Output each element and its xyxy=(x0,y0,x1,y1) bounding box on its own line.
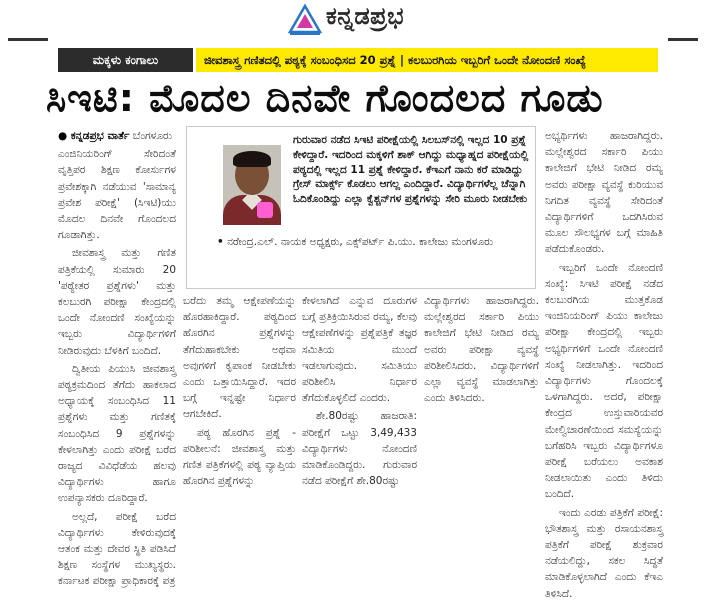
paragraph: ಅಲ್ಲದೆ, ಪರೀಕ್ಷೆ ಬರೆದ ವಿದ್ಯಾರ್ಥಿಗಳು ಕೇಳಿರುವುದಕ್ಕೆ ಆತಂಕ ಮತ್ತು ದೇವರ ಸ್ಥಿತಿ ಪಡಿಸಿದೆ ಶಿಕ್ಷಣ ಸಂಸ್ಥೆಗಳ ಮುಖ್ಯಸ್ಥರು. ಕರ್ನಾಟಕ ಪರೀಕ್ಷಾ ಪ್ರಾಧಿಕಾರಕ್ಕೆ ಪತ್ರ xyxy=(58,510,176,588)
paragraph: ಅಭ್ಯರ್ಥಿಗಳು ಹಾಜರಾಗಿದ್ದರು. ಮಲ್ಲೇಶ್ವರದ ಸರ್ಕಾರಿ ಪಿಯು ಕಾಲೇಜಿಗೆ ಭೇಟಿ ನೀಡಿದ ರಮ್ಯ ಅವರು ಪರೀಕ್ಷಾ ವ್ಯವಸ್ಥೆ ಕುರಿಯುವ ನಿಗದಿತ ವ್ಯವಸ್ಥೆ ಸೇರಿದಂತೆ ವಿದ್ಯಾರ್ಥಿಗಳಿಗೆ ಒದಗಿಸಿರುವ ಮೂಲ ಸೌಲಭ್ಯಗಳ ಬಗ್ಗೆ ಮಾಹಿತಿ ಪಡೆದುಕೊಂಡರು. xyxy=(545,130,663,256)
paragraph: ಕೇಳಲಾಗಿದೆ ಎನ್ನುವ ದೂರುಗಳ ಬಗ್ಗೆ ಪ್ರತಿಕ್ರಿಯಿಸಿರುವ ರಮ್ಯ, ಕೆಲವು ಆಕ್ಷೇಪಣೆಗಳನ್ನು ಪ್ರಶ್ನೆಪತ್ರಿಕೆ ತಜ್ಞರ ಸಮಿತಿಯ ಮುಂದೆ ಇಡಲಾಗುವುದು. ಸಮಿತಿಯು ಪರಿಶೀಲಿಸಿ ನಿರ್ಧಾರ ತೆಗೆದುಕೊಳ್ಳಲಿದೆ ಎಂದರು. xyxy=(302,295,417,405)
masthead xyxy=(0,0,706,44)
paragraph: ಪಠ್ಯ ಹೊರಗಿನ ಪ್ರಶ್ನೆ - ಪರಿಶೀಲನೆ: ಜೀವಶಾಸ್ತ್ರ ಮತ್ತು ಗಣಿತ ಪತ್ರಿಕೆಗಳಲ್ಲಿ ಪಠ್ಯ ವ್ಯಾಪ್ತಿಯ ಹೊರಗಿನ ಪ್ರಶ್ನೆಗಳನ್ನು xyxy=(183,426,296,488)
masthead-logo-text: ಕನ್ನಡಪ್ರಭ xyxy=(326,2,405,30)
article-column-2 xyxy=(183,293,296,488)
pullquote-caption xyxy=(217,235,529,249)
kannada-prabha-logo-icon xyxy=(288,4,322,36)
article-column-4 xyxy=(424,293,539,405)
pullquote-box xyxy=(186,126,536,289)
caption-bullet: • xyxy=(217,236,224,248)
ticker-strap: ಜೀವಶಾಸ್ತ್ರ ಗಣಿತದಲ್ಲಿ ಪಠ್ಯಕ್ಕೆ ಸಂಬಂಧಿಸದ 20 ಪ್ರಶ್ನೆ | ಕಲಬುರಗಿಯ ಇಬ್ಬರಿಗೆ ಒಂದೇ ನೋಂದಣಿ ಸಂಖ್ಯೆ xyxy=(196,48,658,72)
article-column-3 xyxy=(302,293,417,488)
paragraph: ಜೀವಶಾಸ್ತ್ರ ಮತ್ತು ಗಣಿತ ಪತ್ರಿಕೆಯಲ್ಲಿ ಸುಮಾರು 20 'ಪಠ್ಯೇತರ ಪ್ರಶ್ನೆಗಳು' ಮತ್ತು ಕಲಬುರಗಿ ಪರೀಕ್ಷಾ ಕೇಂದ್ರದಲ್ಲಿ ಒಂದೇ ನೋಂದಣಿ ಸಂಖ್ಯೆಯನ್ನು ಇಬ್ಬರು ವಿದ್ಯಾರ್ಥಿಗಳಿಗೆ ನೀಡಿರುವುದು ಬೆಳಕಿಗೆ ಬಂದಿದೆ. xyxy=(58,247,176,357)
masthead-rule-right xyxy=(668,38,698,41)
paragraph: ಎಂಜಿನಿಯರಿಂಗ್ ಸೇರಿದಂತೆ ವೃತ್ತಿಪರ ಶಿಕ್ಷಣ ಕೋರ್ಸುಗಳ ಪ್ರವೇಶಕ್ಕಾಗಿ ನಡೆಯುವ 'ಸಾಮಾನ್ಯ ಪ್ರವೇಶ ಪರೀಕ್ಷೆ' (ಸಿಇಟಿ)ಯು ಮೊದಲ ದಿನವೇ ಗೊಂದಲದ ಗೂಡಾಗಿತ್ತು. xyxy=(58,148,176,242)
pullquote-text: ಗುರುವಾರ ನಡೆದ ಸಿಇಟಿ ಪರೀಕ್ಷೆಯಲ್ಲಿ ಸಿಲಬಸ್‌ನಲ್ಲಿ ಇಲ್ಲದ 10 ಪ್ರಶ್ನೆ ಕೇಳಿದ್ದಾರೆ. ಇದರಿಂದ ಮಕ್ಕಳಿಗೆ ಶಾಕ್ ಆಗಿದ್ದು ಮಧ್ಯಾಹ್ನದ ಪರೀಕ್ಷೆಯಲ್ಲಿ ಪಠ್ಯದಲ್ಲಿ ಇಲ್ಲದ 11 ಪ್ರಶ್ನೆ ಕೇಳಿದ್ದಾರೆ. ಕೆಇಎಗೆ ನಾನು ಕರೆ ಮಾಡಿದ್ದು ಗ್ರೇಸ್ ಮಾರ್ಕ್ಸ್ ಕೊಡಲು ಆಗಲ್ಲ ಎಂದಿದ್ದಾರೆ. ವಿದ್ಯಾರ್ಥಿಗಳೆಲ್ಲ ಚೆನ್ನಾಗಿ ಓದಿಕೊಂಡಿದ್ದು ಎಲ್ಲಾ ಕ್ವೆಶ್ಚನ್‌ಗಳ ಪ್ರಶ್ನೆಗಳನ್ನು ಸೇರಿ ಮೂರು ನೀಡಬೇಕು xyxy=(293,134,529,206)
paragraph: ಬರೆದು ತಮ್ಮ ಆಕ್ಷೇಪಣೆಯನ್ನು ಹೊರಹಾಕಿದ್ದಾರೆ. ಪಠ್ಯದಿಂದ ಹೊರಗಿನ ಪ್ರಶ್ನೆಗಳನ್ನು ತೆಗೆದುಹಾಕಬೇಕು ಅಥವಾ ಅವುಗಳಿಗೆ ಕೃಪಾಂಕ ನೀಡಬೇಕು ಎಂದು ಒತ್ತಾಯಿಸಿದ್ದಾರೆ. ಇದರ ಬಗ್ಗೆ ಇನ್ನಷ್ಟೇ ನಿರ್ಧಾರ ಆಗಬೇಕಿದೆ. xyxy=(183,295,296,421)
section-bar xyxy=(58,48,658,72)
dateline xyxy=(58,128,176,144)
highlight-marker-icon xyxy=(257,202,273,218)
paragraph: ಇಬ್ಬರಿಗೆ ಒಂದೇ ನೋಂದಣಿ ಸಂಖ್ಯೆ: ಸಿಇಟಿ ಪರೀಕ್ಷೆ ನಡೆದ ಕಲಬುರಗಿಯ ಮುತ್ತಕೊಡ ಇಂಜಿನಿಯರಿಂಗ್ ಪಿಯು ಕಾಲೇಜು ಪರೀಕ್ಷಾ ಕೇಂದ್ರದಲ್ಲಿ ಇಬ್ಬರು ಅಭ್ಯರ್ಥಿಗಳಿಗೆ ಒಂದೇ ನೋಂದಣಿ ಸಂಖ್ಯೆ ನೀಡಲಾಗಿತ್ತು. ಇದರಿಂದ ವಿದ್ಯಾರ್ಥಿಗಳು ಗೊಂದಲಕ್ಕೆ ಒಳಗಾಗಿದ್ದರು. ಅದರೆ, ಪರೀಕ್ಷಾ ಕೇಂದ್ರದ ಉಸ್ತುವಾರಿಯವರ ಮೇಲ್ವಿಚಾರಣೆಯಿಂದ ಸಮಸ್ಯೆಯನ್ನು ಬಗೆಹರಿಸಿ ಇಬ್ಬರು ವಿದ್ಯಾರ್ಥಿಗಳೂ ಪರೀಕ್ಷೆ ಬರೆಯಲು ಅವಕಾಶ ನೀಡಲಾಯಿತು ಎಂದು ತಿಳಿದು ಬಂದಿದೆ. xyxy=(545,261,663,501)
dateline-byline: ● ಕನ್ನಡಪ್ರಭ ವಾರ್ತೆ xyxy=(58,130,130,142)
masthead-rule-left xyxy=(8,38,48,41)
paragraph: ದ್ವಿತೀಯ ಪಿಯುಸಿ ಜೀವಶಾಸ್ತ್ರ ಪಠ್ಯಕ್ರಮದಿಂದ ತೆಗೆದು ಹಾಕಲಾದ ಅಧ್ಯಾಯಕ್ಕೆ ಸಂಬಂಧಿಸಿದ 11 ಪ್ರಶ್ನೆಗಳು ಮತ್ತು ಗಣಿತಕ್ಕೆ ಸಂಬಂಧಿಸಿದ 9 ಪ್ರಶ್ನೆಗಳನ್ನು ಕೇಳಲಾಗಿತ್ತು ಎಂದು ಪರೀಕ್ಷೆ ಬರೆದ ರಾಜ್ಯದ ವಿವಿಧೆಡೆಯ ಹಲವು ವಿದ್ಯಾರ್ಥಿಗಳು ಹಾಗೂ ಉಪನ್ಯಾಸಕರು ದೂರಿದ್ದಾರೆ. xyxy=(58,362,176,505)
paragraph: ಇಂದು ಎರಡು ಪತ್ರಿಕೆಗೆ ಪರೀಕ್ಷೆ: ಭೌತಶಾಸ್ತ್ರ ಮತ್ತು ರಸಾಯನಶಾಸ್ತ್ರ ಪತ್ರಿಕೆಗೆ ಪರೀಕ್ಷೆ ಶುಕ್ರವಾರ ನಡೆಯಲಿದ್ದು, ಸಕಲ ಸಿದ್ಧತೆ ಮಾಡಿಕೊಳ್ಳಲಾಗಿದೆ ಎಂದು ಕೆಇಎ ತಿಳಿಸಿದೆ. xyxy=(545,506,663,600)
article-column-5 xyxy=(545,128,663,600)
dateline-city: ಬೆಂಗಳೂರು xyxy=(132,130,172,142)
caption-text: ನರೇಂದ್ರ.ಎಲ್. ನಾಯಕ ಅಧ್ಯಕ್ಷರು, ಎಕ್ಸ್‌ಪರ್ಟ್ ಪಿ.ಯು. ಕಾಲೇಜು ಮಂಗಳೂರು xyxy=(227,236,494,248)
article-column-1 xyxy=(58,128,176,588)
section-tab: ಮಕ್ಕಳು ಕಂಗಾಲು xyxy=(58,48,193,72)
paragraph: ವಿದ್ಯಾರ್ಥಿಗಳು ಹಾಜರಾಗಿದ್ದರು. ಮಲ್ಲೇಶ್ವರದ ಸರ್ಕಾರಿ ಪಿಯು ಕಾಲೇಜಿಗೆ ಭೇಟಿ ನೀಡಿದ ರಮ್ಯ ಅವರು ಪರೀಕ್ಷಾ ವ್ಯವಸ್ಥೆ ಪರಿಶೀಲಿಸಿದರು. ವಿದ್ಯಾರ್ಥಿಗಳಿಗೆ ಎಲ್ಲಾ ವ್ಯವಸ್ಥೆ ಮಾಡಲಾಗಿತ್ತು ಎಂದು ತಿಳಿಸಿದರು. xyxy=(424,295,539,405)
paragraph: ಶೇ.80ರಷ್ಟು ಹಾಜರಾತಿ: ಪರೀಕ್ಷೆಗೆ ಒಟ್ಟು 3,49,433 ವಿದ್ಯಾರ್ಥಿಗಳು ನೋಂದಣಿ ಮಾಡಿಕೊಂಡಿದ್ದರು. ಗುರುವಾರ ನಡೆದ ಪರೀಕ್ಷೆಗೆ ಶೇ.80ರಷ್ಟು xyxy=(302,410,417,488)
headline: ಸಿಇಟಿ: ಮೊದಲ ದಿನವೇ ಗೊಂದಲದ ಗೂಡು xyxy=(46,76,604,120)
